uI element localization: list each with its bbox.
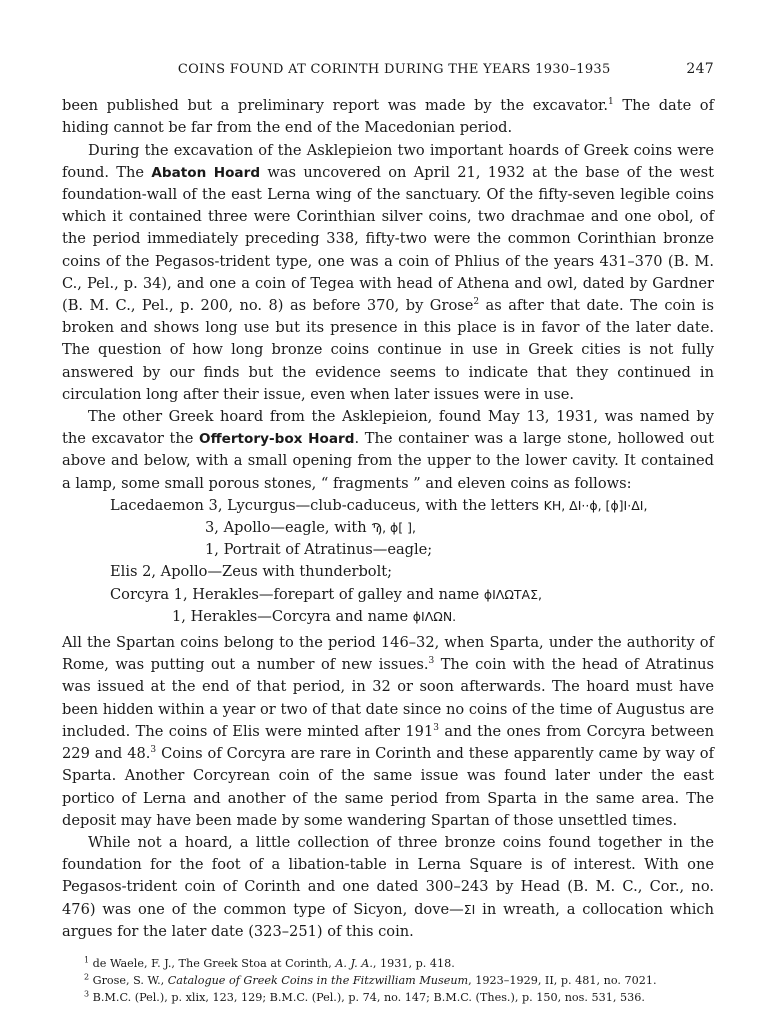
text: B.M.C. (Pel.), p. xlix, 123, 129; B.M.C. (Pel.), p. 74, no. 147; B.M.C. (Thes.), p. 150, nos. 531, 536. bbox=[89, 990, 645, 1004]
list-item bbox=[110, 539, 714, 561]
term-abaton-hoard: Abaton Hoard bbox=[151, 164, 261, 181]
footnote-ref[interactable]: 2 bbox=[473, 297, 480, 308]
footnote-ref[interactable]: 3 bbox=[428, 656, 435, 667]
footnote-ref[interactable]: 1 bbox=[608, 97, 614, 108]
paragraph-abaton-hoard bbox=[62, 140, 714, 406]
footnotes bbox=[62, 955, 714, 1006]
list-item bbox=[110, 606, 714, 628]
text: Lacedaemon 3, Lycurgus—club-caduceus, with the letters bbox=[110, 496, 544, 514]
text: been published but a preliminary report was made by the excavator. bbox=[62, 97, 609, 115]
footnote-1 bbox=[62, 955, 714, 972]
list-item bbox=[110, 561, 714, 583]
footnote-number: 2 bbox=[84, 972, 90, 982]
greek-legend: ϕΙΛΩΤΑΣ, bbox=[483, 586, 542, 602]
text: as after that date. The coin is broken and shows long use but its presence in this place is in favor of the later date. The question of how long bronze coins continue in use in Greek cities is not fully answered by our finds but the evidence seems to indicate that they continued in circulation long after their issue, even when later issues were in use. bbox=[62, 297, 714, 403]
text: and the ones from Corcyra between 229 and 48. bbox=[62, 722, 714, 763]
text: in wreath, a collocation which argues for the later date (323–251) of this coin. bbox=[62, 900, 714, 940]
text: 3, Apollo—eagle, with bbox=[205, 519, 372, 537]
text: , 1931, p. 418. bbox=[372, 956, 455, 970]
text: was uncovered on April 21, 1932 at the base of the west foundation-wall of the east Lerna wing of the sanctuary. Of the fifty-seven legible coins which it contained three were Corinthian silver coins, two drachmae and one obol, of the period immediately preceding 338, fifty-two were the common Corinthian bronze coins of the Pegasos-trident type, one was a coin of Phlius of the years 431–370 (B. M. C., Pel., p. 34), and one a coin of Tegea with head of Athena and owl, dated by Gardner (B. M. C., Pel., p. 200, no. 8) as before 370, by Grose bbox=[62, 163, 715, 315]
list-item bbox=[110, 584, 714, 606]
term-offertory-box-hoard: Offertory-box Hoard bbox=[199, 431, 355, 448]
text: Grose, S. W., bbox=[89, 973, 168, 987]
greek-legend: ΚΗ, ΔΙ··ϕ, [ϕ]Ι·ΔΙ, bbox=[543, 497, 648, 513]
text: The coin with the head of Atratinus was issued at the end of that period, in 32 or soon afterwards. The hoard must have been hidden within a year or two of that date since no coins of the time of Augustus are included. The coins of Elis were minted after 191 bbox=[62, 656, 715, 740]
citation-title: A. J. A. bbox=[335, 956, 373, 970]
text: While not a hoard, a little collection of three bronze coins found together in the foundation for the foot of a libation-table in Lerna Square is of interest. With one Pegasos-trident coin of Corinth and one dated 300–243 by Head (B. M. C., Cor., no. 476) was one of the common type of Sicyon, dove— bbox=[62, 833, 714, 918]
page-number: 247 bbox=[686, 61, 714, 77]
text: 1, Portrait of Atratinus—eagle; bbox=[205, 541, 433, 559]
text: . The container was a large stone, hollowed out above and below, with a small opening from the upper to the lower cavity. It contained a lamp, some small porous stones, “ fragments ” and eleven coins as follows: bbox=[62, 430, 714, 492]
paragraph-spartan-coins bbox=[62, 632, 714, 832]
footnote-ref[interactable]: 3 bbox=[433, 723, 439, 734]
text: Corcyra 1, Herakles—forepart of galley and name bbox=[110, 585, 484, 603]
greek-legend: ϕΙΛΩΝ. bbox=[412, 608, 457, 624]
footnote-2 bbox=[62, 972, 714, 989]
footnote-number: 3 bbox=[84, 989, 90, 999]
footnote-3 bbox=[62, 989, 714, 1006]
text: 1, Herakles—Corcyra and name bbox=[172, 607, 413, 625]
text: During the excavation of the Asklepieion two important hoards of Greek coins were found. The bbox=[62, 141, 714, 181]
footnote-ref[interactable]: 3 bbox=[150, 745, 157, 756]
coin-list bbox=[110, 495, 714, 628]
text: All the Spartan coins belong to the period 146–32, when Sparta, under the authority of Rome, was putting out a number of new issues. bbox=[62, 634, 714, 674]
running-title: COINS FOUND AT CORINTH DURING THE YEARS 1930–1935 bbox=[177, 62, 611, 77]
text: The date of hiding cannot be far from the end of the Macedonian period. bbox=[62, 97, 714, 137]
paragraph-continuation bbox=[62, 95, 714, 139]
footnote-number: 1 bbox=[84, 955, 90, 965]
text: , 1923–1929, II, p. 481, no. 7021. bbox=[468, 973, 657, 987]
list-item bbox=[110, 517, 714, 539]
text: de Waele, F. J., The Greek Stoa at Corinth, bbox=[89, 956, 336, 970]
citation-title: Catalogue of Greek Coins in the Fitzwilliam Museum bbox=[167, 973, 469, 987]
text: Coins of Corcyra are rare in Corinth and these apparently came by way of Sparta. Another Corcyrean coin of the same issue was found later under the east portico of Lerna and another of the same period from Sparta in the same area. The deposit may have been made by some wandering Spartan of those unsettled times. bbox=[62, 745, 714, 829]
text: Elis 2, Apollo—Zeus with thunderbolt; bbox=[110, 563, 393, 581]
greek-legend: Ϡ, ϕ[ ], bbox=[371, 520, 416, 536]
paragraph-lerna-collection bbox=[62, 832, 714, 943]
greek-legend: ΣΙ bbox=[463, 901, 476, 917]
list-item bbox=[110, 495, 714, 517]
page bbox=[62, 58, 714, 1006]
running-header bbox=[62, 58, 714, 81]
paragraph-offertory-hoard bbox=[62, 406, 714, 495]
text: The other Greek hoard from the Asklepieion, found May 13, 1931, was named by the excavator the bbox=[62, 408, 714, 448]
